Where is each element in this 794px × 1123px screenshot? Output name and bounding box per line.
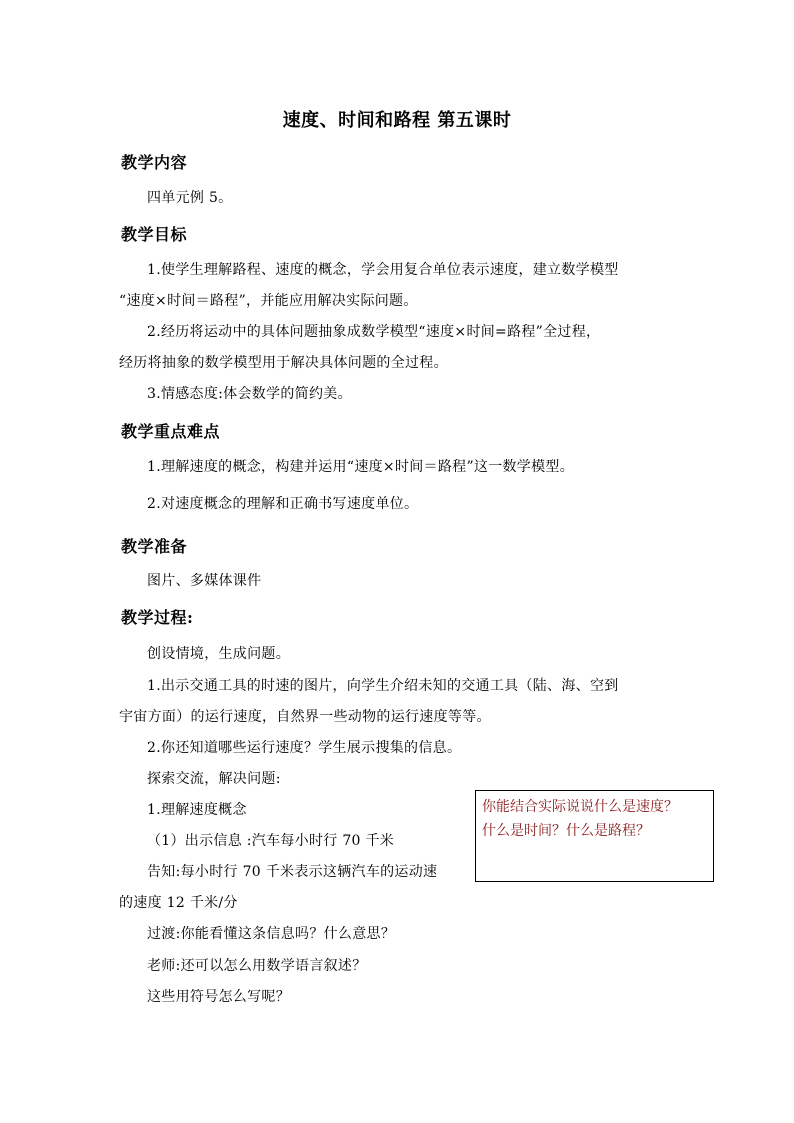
comment-callout-box	[475, 790, 714, 882]
process-line: 2.你还知道哪些运行速度？学生展示搜集的信息。	[147, 740, 462, 756]
process-line: 老师:还可以怎么用数学语言叙述？	[147, 958, 367, 974]
key-points-line: 2.对速度概念的理解和正确书写速度单位。	[147, 496, 419, 512]
section-heading-goals: 教学目标	[121, 225, 188, 244]
callout-line: 你能结合实际说说什么是速度？	[482, 799, 678, 815]
process-line: 探索交流，解决问题:	[147, 771, 281, 787]
goals-line: 1.使学生理解路程、速度的概念，学会用复合单位表示速度，建立数学模型	[147, 262, 619, 278]
preparation-line: 图片、多媒体课件	[147, 573, 262, 589]
section-heading-process: 教学过程:	[121, 608, 194, 627]
section-heading-preparation: 教学准备	[121, 537, 188, 556]
section-heading-content: 教学内容	[121, 153, 188, 172]
process-line: 创设情境，生成问题。	[147, 646, 290, 662]
goals-line: 3.情感态度:体会数学的简约美。	[147, 386, 352, 402]
callout-line: 什么是时间？什么是路程？	[482, 823, 650, 839]
process-line: 宇宙方面）的运行速度，自然界一些动物的运行速度等等。	[119, 709, 491, 725]
goals-line: 经历将抽象的数学模型用于解决具体问题的全过程。	[119, 355, 448, 371]
goals-line: 2.经历将运动中的具体问题抽象成数学模型“速度×时间=路程”全过程，	[147, 324, 601, 340]
section-heading-key-points: 教学重点难点	[121, 422, 221, 441]
content-line: 四单元例 5。	[147, 190, 233, 206]
key-points-line: 1.理解速度的概念，构建并运用“速度×时间＝路程”这一数学模型。	[147, 459, 575, 475]
goals-line: “速度×时间＝路程”，并能应用解决实际问题。	[119, 293, 418, 309]
process-line: 过渡:你能看懂这条信息吗？什么意思？	[147, 926, 396, 942]
process-line: 1.理解速度概念	[147, 802, 247, 818]
process-line: 告知:每小时行 70 千米表示这辆汽车的运动速	[147, 864, 438, 880]
page-title: 速度、时间和路程 第五课时	[282, 110, 512, 131]
process-line: （1）出示信息 :汽车每小时行 70 千米	[147, 833, 395, 849]
process-line: 这些用符号怎么写呢？	[147, 989, 290, 1005]
process-line: 1.出示交通工具的时速的图片，向学生介绍未知的交通工具（陆、海、空到	[147, 678, 619, 694]
process-line: 的速度 12 千米/分	[119, 895, 238, 911]
